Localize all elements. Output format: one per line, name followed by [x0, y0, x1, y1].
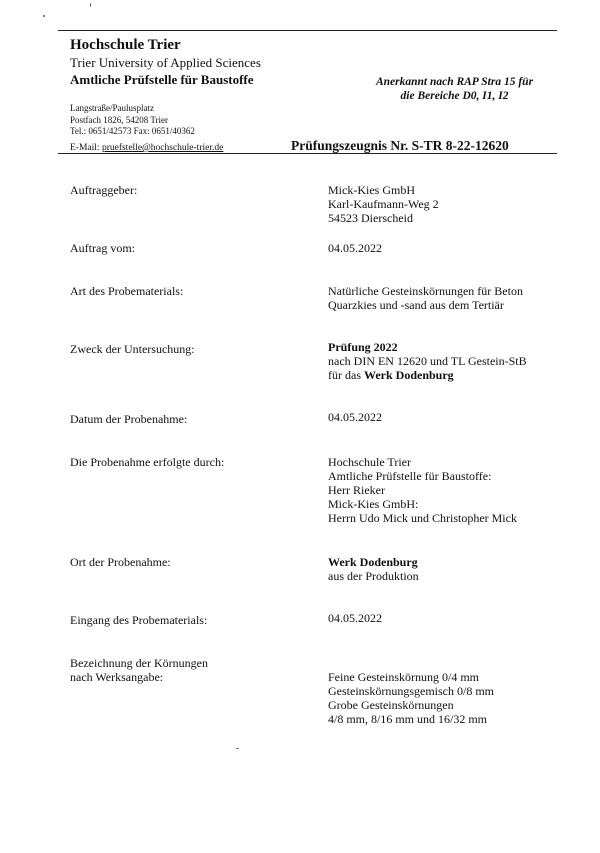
sampling-date-label: Datum der Probenahme: [70, 412, 188, 426]
sampling-by-line-2: Amtliche Prüfstelle für Baustoffe: [328, 469, 492, 483]
header-bottom-rule [58, 153, 557, 154]
purpose-plant-name: Werk Dodenburg [364, 368, 454, 382]
accreditation-line-1: Anerkannt nach RAP Stra 15 für [375, 76, 534, 88]
order-date-label: Auftrag vom: [70, 241, 135, 255]
purpose-value [328, 340, 527, 382]
grain-designation-value [328, 670, 494, 726]
sampling-date-value: 04.05.2022 [328, 410, 382, 424]
material-label: Art des Probematerials: [70, 284, 184, 298]
client-label: Auftraggeber: [70, 183, 138, 197]
sampling-by-value [328, 455, 517, 525]
university-name-en: Trier University of Applied Sciences [70, 55, 261, 70]
email-link[interactable]: pruefstelle@hochschule-trier.de [101, 143, 224, 153]
sampling-place-origin: aus der Produktion [328, 569, 419, 583]
purpose-title: Prüfung 2022 [328, 340, 398, 354]
email-line [70, 143, 223, 153]
grain-designation-label [70, 656, 208, 684]
receipt-label: Eingang des Probematerials: [70, 613, 208, 627]
scan-speck [43, 15, 45, 17]
material-line-1: Natürliche Gesteinskörnungen für Beton [328, 284, 523, 298]
sampling-by-line-3: Herr Rieker [328, 483, 385, 497]
receipt-value: 04.05.2022 [328, 611, 382, 625]
scan-speck [236, 748, 239, 749]
purpose-label: Zweck der Untersuchung: [70, 342, 195, 356]
accreditation-line-2: die Bereiche D0, I1, I2 [400, 90, 509, 102]
address-street: Langstraße/Paulusplatz [70, 103, 154, 113]
purpose-plant-prefix: für das [328, 368, 364, 382]
sampling-place-plant: Werk Dodenburg [328, 555, 418, 569]
grain-line-3: Grobe Gesteinskörnungen [328, 698, 454, 712]
address-phone-fax: Tel.: 0651/42573 Fax: 0651/40362 [70, 126, 195, 136]
grain-label-line-1: Bezeichnung der Körnungen [70, 656, 208, 670]
university-name: Hochschule Trier [70, 37, 181, 53]
postal-address [70, 103, 195, 138]
certificate-number: Prüfungszeugnis Nr. S-TR 8-22-12620 [291, 138, 509, 153]
scan-speck [90, 3, 91, 7]
client-street: Karl-Kaufmann-Weg 2 [328, 197, 439, 211]
material-line-2: Quarzkies und -sand aus dem Tertiär [328, 298, 504, 312]
sampling-by-line-5: Herrn Udo Mick und Christopher Mick [328, 511, 517, 525]
sampling-by-line-1: Hochschule Trier [328, 455, 411, 469]
accreditation-note [352, 75, 557, 103]
grain-label-line-2: nach Werksangabe: [70, 670, 164, 684]
client-value [328, 183, 439, 225]
address-postbox: Postfach 1826, 54208 Trier [70, 114, 169, 125]
email-label: E-Mail: [70, 143, 102, 153]
grain-line-2: Gesteinskörnungsgemisch 0/8 mm [328, 684, 494, 698]
sampling-by-line-4: Mick-Kies GmbH: [328, 497, 419, 511]
institute-name: Amtliche Prüfstelle für Baustoffe [70, 72, 254, 87]
purpose-standard: nach DIN EN 12620 und TL Gestein-StB [328, 354, 527, 368]
grain-line-1: Feine Gesteinskörnung 0/4 mm [328, 670, 479, 684]
material-value [328, 284, 523, 312]
sampling-place-value [328, 555, 419, 583]
sampling-place-label: Ort der Probenahme: [70, 555, 171, 569]
sampling-by-label: Die Probenahme erfolgte durch: [70, 455, 225, 469]
order-date-value: 04.05.2022 [328, 241, 382, 255]
grain-line-4: 4/8 mm, 8/16 mm und 16/32 mm [328, 712, 488, 726]
purpose-plant-line [328, 368, 527, 382]
client-city: 54523 Dierscheid [328, 211, 413, 225]
client-name: Mick-Kies GmbH [328, 183, 415, 197]
header-top-rule [58, 30, 557, 31]
